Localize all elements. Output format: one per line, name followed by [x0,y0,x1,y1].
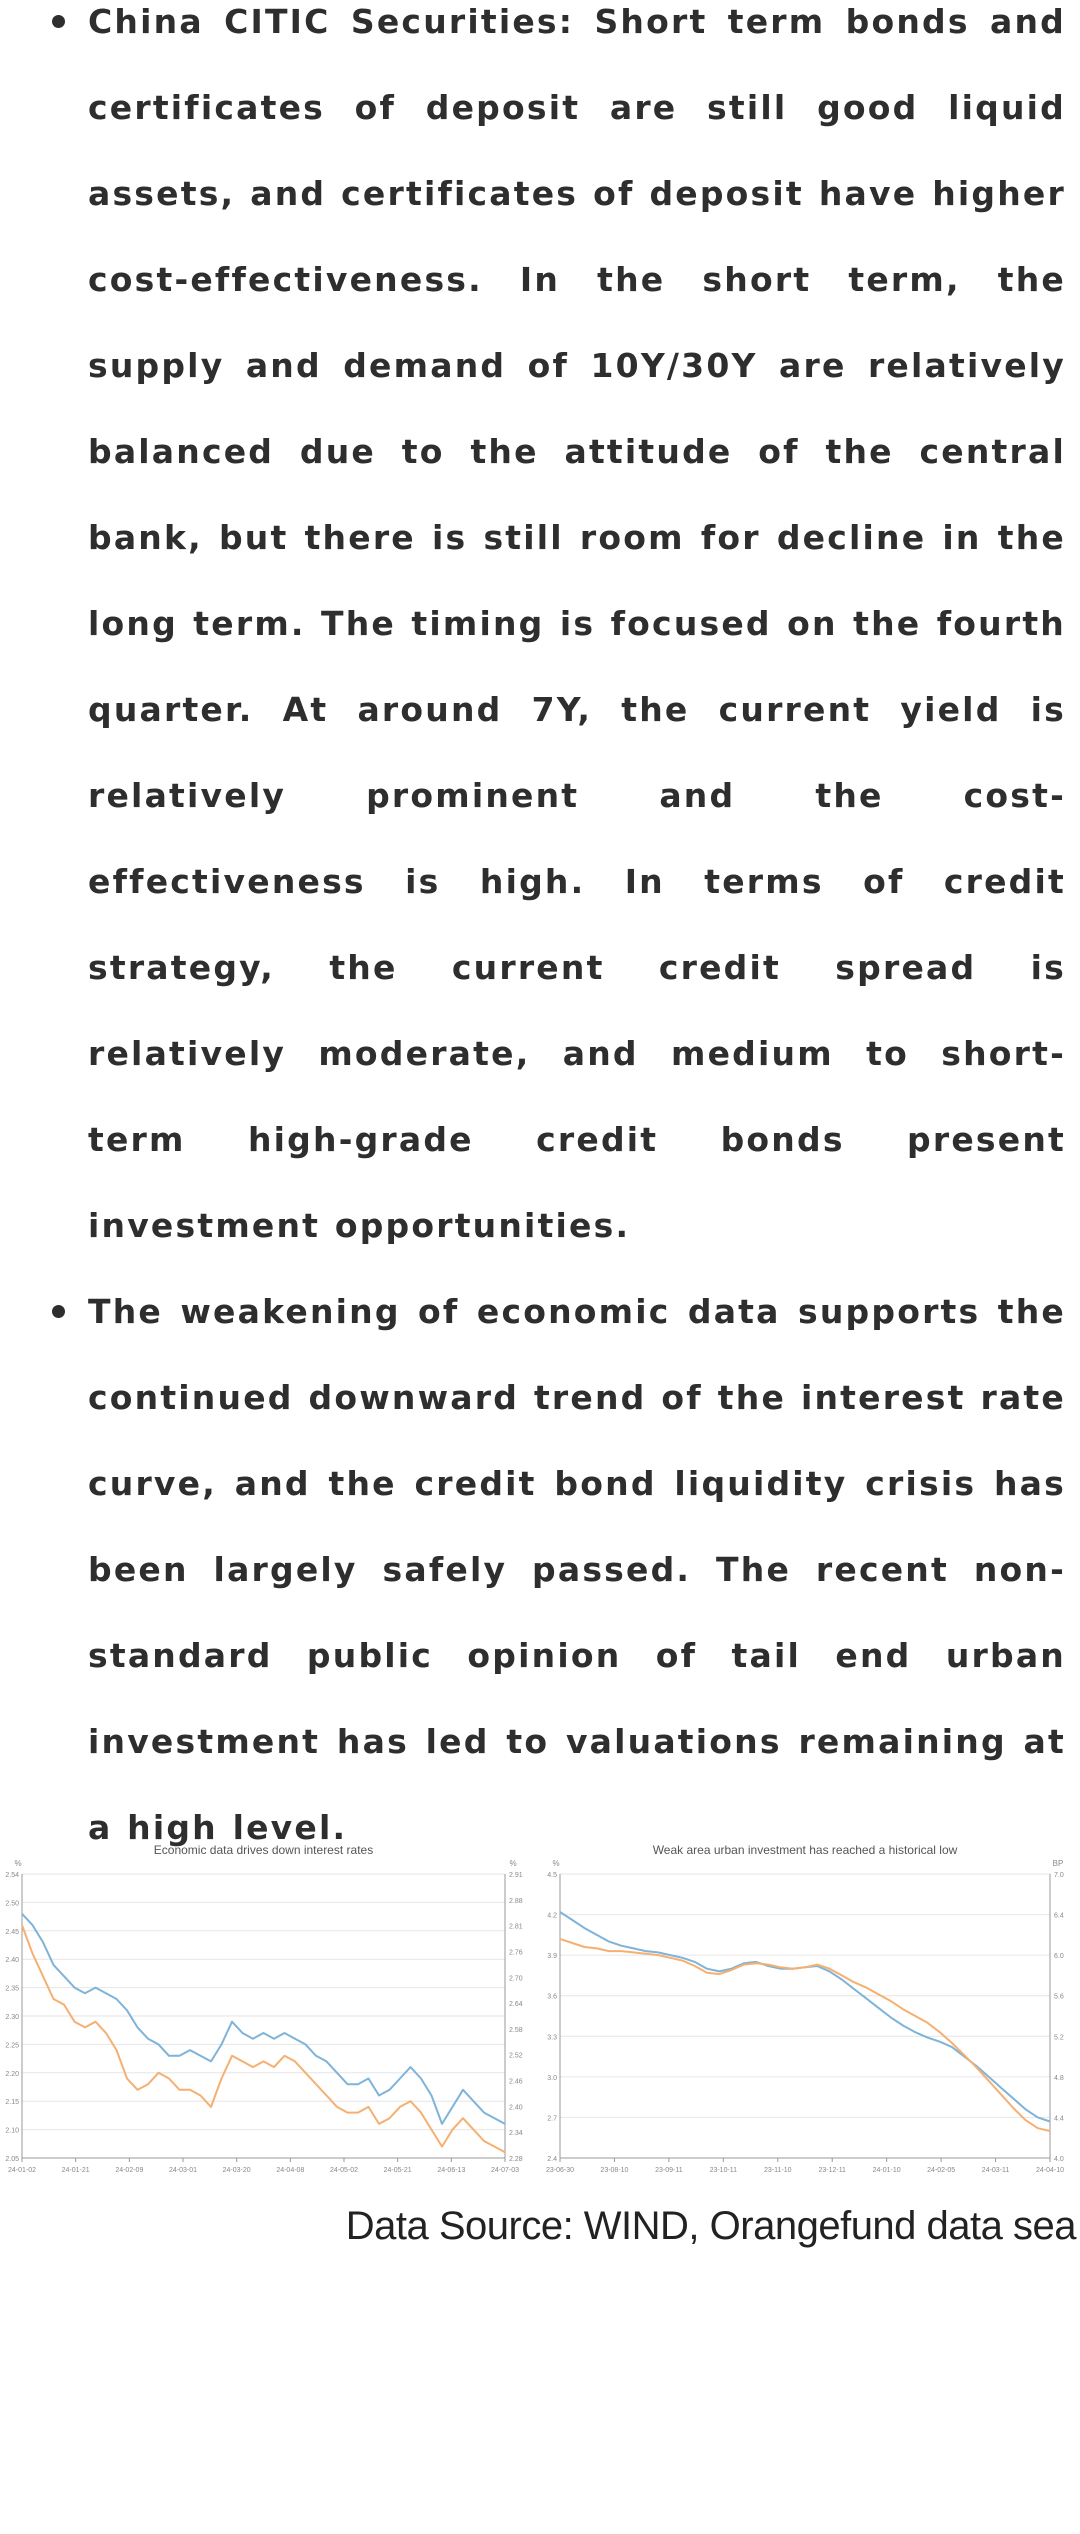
y-right-tick-label: 2.46 [509,2078,523,2086]
bullet-item [0,1269,1080,1871]
x-tick-label: 24-03-11 [981,2167,1010,2174]
y-left-tick-label: 4.5 [547,1872,557,1879]
x-tick-label: 24-05-21 [383,2167,412,2174]
y-left-unit: % [14,1859,22,1868]
y-right-unit: BP [1052,1859,1064,1868]
bullet-text: The weakening of economic data supports the continued downward trend of the interest rate curve, and the credit bond liquidity crisis has been largely safely passed. The recent non-standard public opinion of tail end urban investment has led to valuations remaining at a high level. [88,1292,1066,1847]
y-right-tick-label: 5.6 [1054,1993,1064,2001]
bullet-dot [52,1305,65,1318]
bullet-text: China CITIC Securities: Short term bonds and certificates of deposit are still good liquid assets, and certificates of deposit have higher cost-effectiveness. In the short term, the supply and demand of 10Y/30Y are relatively balanced due to the attitude of the central bank, but there is still room for decline in the long term. The timing is focused on the fourth quarter. At around 7Y, the current yield is relatively prominent and the cost-effectiveness is high. In terms of credit strategy, the current credit spread is relatively moderate, and medium to short-term high-grade credit bonds present investment opportunities. [88,2,1066,1245]
x-tick-label: 24-01-21 [61,2167,90,2174]
x-tick-label: 23-08-10 [600,2167,629,2174]
x-tick-label: 24-04-08 [276,2167,305,2174]
x-tick-label: 24-01-10 [872,2167,901,2174]
y-right-tick-label: 2.70 [509,1975,523,1983]
y-left-tick-label: 2.50 [5,1900,19,1908]
y-left-tick-label: 3.0 [547,2074,557,2082]
x-tick-label: 24-03-20 [222,2167,251,2174]
y-left-unit: % [552,1859,560,1868]
y-right-tick-label: 2.58 [509,2026,523,2034]
x-tick-label: 23-09-11 [655,2167,683,2174]
y-left-tick-label: 2.40 [5,1957,19,1965]
chart-title: Economic data drives down interest rates [153,1843,374,1857]
y-left-tick-label: 2.25 [5,2042,19,2050]
y-left-tick-label: 3.6 [547,1993,557,2001]
series-line-blue [22,1914,505,2124]
y-left-tick-label: 2.15 [5,2099,19,2107]
y-right-tick-label: 4.0 [1054,2156,1064,2163]
y-right-tick-label: 2.28 [509,2156,523,2163]
y-right-tick-label: 2.34 [509,2130,523,2138]
y-right-tick-label: 2.76 [509,1949,523,1957]
y-left-tick-label: 3.9 [547,1953,557,1961]
y-left-tick-label: 2.7 [547,2115,557,2123]
series-line-orange [560,1939,1050,2131]
x-tick-label: 24-01-02 [7,2167,37,2174]
x-tick-label: 24-07-03 [490,2167,520,2174]
data-source-caption: Data Source: WIND, Orangefund data sea [345,2204,1076,2248]
y-right-tick-label: 6.0 [1054,1953,1064,1961]
x-tick-label: 24-06-13 [437,2167,466,2174]
y-left-tick-label: 4.2 [547,1912,557,1920]
y-right-tick-label: 2.40 [509,2104,523,2112]
y-right-unit: % [509,1859,517,1868]
x-tick-label: 24-04-10 [1035,2167,1065,2174]
y-left-tick-label: 2.05 [5,2156,19,2163]
bullet-dot [52,15,65,28]
x-tick-label: 24-02-05 [927,2167,956,2174]
x-tick-label: 23-06-30 [545,2167,575,2174]
x-tick-label: 23-12-11 [818,2167,846,2174]
y-left-tick-label: 2.20 [5,2070,19,2078]
chart-figure [0,1836,1080,2186]
y-left-tick-label: 2.35 [5,1985,19,1993]
y-right-tick-label: 2.52 [509,2052,523,2060]
x-tick-label: 23-11-10 [764,2167,792,2174]
y-left-tick-label: 2.54 [5,1872,19,1879]
y-right-tick-label: 6.4 [1054,1912,1064,1920]
y-right-tick-label: 7.0 [1054,1872,1064,1879]
y-right-tick-label: 2.64 [509,2001,523,2009]
charts-svg [0,1836,1080,2186]
x-tick-label: 24-05-02 [329,2167,359,2174]
series-line-blue [560,1912,1050,2122]
x-tick-label: 24-03-01 [168,2167,198,2174]
y-left-tick-label: 3.3 [547,2034,557,2042]
x-tick-label: 23-10-11 [709,2167,738,2174]
x-tick-label: 24-02-09 [115,2167,144,2174]
y-right-tick-label: 2.81 [509,1923,523,1931]
y-right-tick-label: 2.91 [509,1872,523,1879]
y-left-tick-label: 2.10 [5,2127,19,2135]
y-right-tick-label: 2.88 [509,1897,523,1905]
y-left-tick-label: 2.45 [5,1928,19,1936]
chart-title: Weak area urban investment has reached a historical low [652,1843,958,1857]
y-right-tick-label: 4.4 [1054,2115,1064,2123]
y-left-tick-label: 2.30 [5,2014,19,2021]
y-left-tick-label: 2.4 [547,2156,557,2163]
y-right-tick-label: 5.2 [1054,2034,1064,2042]
y-right-tick-label: 4.8 [1054,2074,1064,2082]
